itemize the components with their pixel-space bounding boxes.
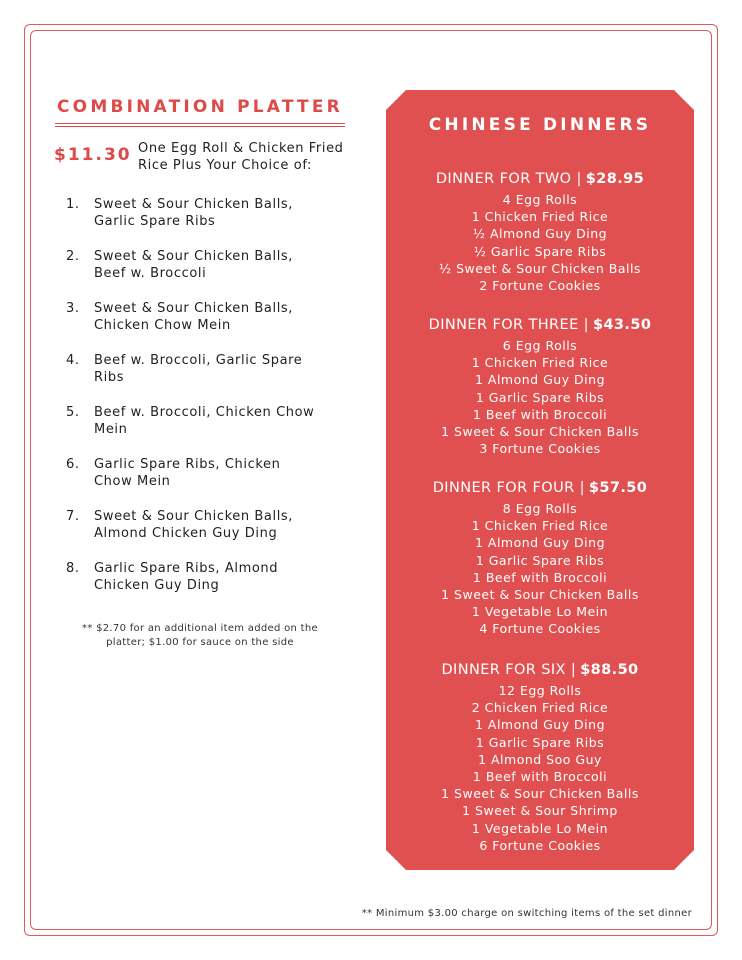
- dinner-item: 2 Chicken Fried Rice: [471, 700, 609, 716]
- combo-option-number: 7.: [66, 509, 80, 524]
- combo-option-text: Garlic Spare Ribs, Chicken Chow Mein: [94, 457, 281, 489]
- dinner-name: DINNER FOR TWO |: [435, 171, 582, 187]
- dinner-item: 1 Chicken Fried Rice: [471, 209, 609, 225]
- dinner-item: 1 Chicken Fried Rice: [471, 355, 609, 371]
- dinner-item: 1 Almond Guy Ding: [474, 535, 606, 551]
- combo-option-number: 2.: [66, 249, 80, 264]
- combo-title-underline-2: [55, 126, 345, 127]
- dinner-name: DINNER FOR THREE |: [428, 317, 589, 333]
- dinner-for-three: [386, 316, 694, 457]
- dinner-heading: [386, 661, 694, 679]
- combo-option-number: 6.: [66, 457, 80, 472]
- dinner-item: 6 Egg Rolls: [502, 338, 578, 353]
- combo-description: One Egg Roll & Chicken Fried Rice Plus Your Choice of:: [138, 141, 344, 173]
- combo-option-text: Beef w. Broccoli, Chicken Chow Mein: [94, 405, 315, 437]
- dinner-for-four: [386, 479, 694, 638]
- dinner-item: 1 Almond Guy Ding: [474, 717, 606, 733]
- dinner-price: $88.50: [580, 662, 639, 678]
- dinner-item: 1 Sweet & Sour Chicken Balls: [441, 424, 639, 440]
- dinner-item: 1 Garlic Spare Ribs: [475, 734, 605, 750]
- combo-option-number: 1.: [66, 197, 80, 212]
- dinner-heading: [386, 479, 694, 497]
- combo-option-number: 3.: [66, 301, 80, 316]
- combo-option-text: Sweet & Sour Chicken Balls, Beef w. Broccoli: [94, 249, 294, 281]
- dinner-item: 8 Egg Rolls: [502, 501, 578, 516]
- dinner-item: 1 Beef with Broccoli: [472, 406, 608, 422]
- dinner-item: 1 Beef with Broccoli: [472, 569, 608, 585]
- combo-option-text: Beef w. Broccoli, Garlic Spare Ribs: [94, 353, 303, 385]
- dinner-price: $43.50: [592, 317, 652, 333]
- dinner-item: 1 Sweet & Sour Chicken Balls: [441, 786, 639, 802]
- dinner-heading: [386, 316, 694, 334]
- dinner-item: 1 Almond Soo Guy: [478, 751, 602, 767]
- dinner-for-two: [386, 170, 694, 294]
- combo-price: $11.30: [54, 145, 132, 165]
- dinner-item: 4 Egg Rolls: [502, 192, 578, 207]
- dinner-price: $57.50: [588, 480, 648, 496]
- combo-option-number: 4.: [66, 353, 80, 368]
- dinner-name: DINNER FOR FOUR |: [432, 480, 585, 496]
- dinners-title: CHINESE DINNERS: [428, 115, 652, 135]
- dinner-item: ½ Almond Guy Ding: [472, 226, 608, 242]
- dinner-item: 1 Garlic Spare Ribs: [475, 389, 605, 405]
- combo-option-number: 5.: [66, 405, 80, 420]
- combo-title-underline: [55, 123, 345, 124]
- combo-option-text: Sweet & Sour Chicken Balls, Chicken Chow Mein: [94, 301, 294, 333]
- dinner-heading: [386, 170, 694, 188]
- dinner-item: 1 Vegetable Lo Mein: [471, 604, 609, 620]
- dinner-item: 1 Garlic Spare Ribs: [475, 552, 605, 568]
- dinner-item: ½ Garlic Spare Ribs: [473, 243, 607, 259]
- dinner-item: 1 Sweet & Sour Shrimp: [462, 803, 618, 819]
- dinner-item: 2 Fortune Cookies: [479, 278, 601, 294]
- combo-footnote: ** $2.70 for an additional item added on the platter; $1.00 for sauce on the side: [82, 623, 318, 648]
- dinner-for-six: [386, 661, 694, 854]
- dinner-name: DINNER FOR SIX |: [441, 662, 577, 678]
- dinners-footnote: ** Minimum $3.00 charge on switching items of the set dinner: [361, 908, 692, 919]
- dinner-item: 1 Chicken Fried Rice: [471, 518, 609, 534]
- dinner-price: $28.95: [585, 171, 645, 187]
- dinner-item: 1 Beef with Broccoli: [472, 769, 608, 785]
- combo-option-text: Garlic Spare Ribs, Almond Chicken Guy Ding: [94, 561, 279, 593]
- dinner-item: 12 Egg Rolls: [498, 683, 582, 698]
- dinner-item: 1 Vegetable Lo Mein: [471, 820, 609, 836]
- combo-option-text: Sweet & Sour Chicken Balls, Garlic Spare Ribs: [94, 197, 294, 229]
- dinner-item: 1 Sweet & Sour Chicken Balls: [441, 587, 639, 603]
- dinner-item: 6 Fortune Cookies: [479, 837, 601, 853]
- combo-option-number: 8.: [66, 561, 80, 576]
- dinner-item: ½ Sweet & Sour Chicken Balls: [439, 260, 641, 276]
- dinner-item: 4 Fortune Cookies: [479, 621, 601, 637]
- combo-option-text: Sweet & Sour Chicken Balls, Almond Chicken Guy Ding: [94, 509, 294, 541]
- dinner-item: 1 Almond Guy Ding: [474, 372, 606, 388]
- combo-title: COMBINATION PLATTER: [57, 97, 343, 117]
- dinner-item: 3 Fortune Cookies: [479, 441, 601, 457]
